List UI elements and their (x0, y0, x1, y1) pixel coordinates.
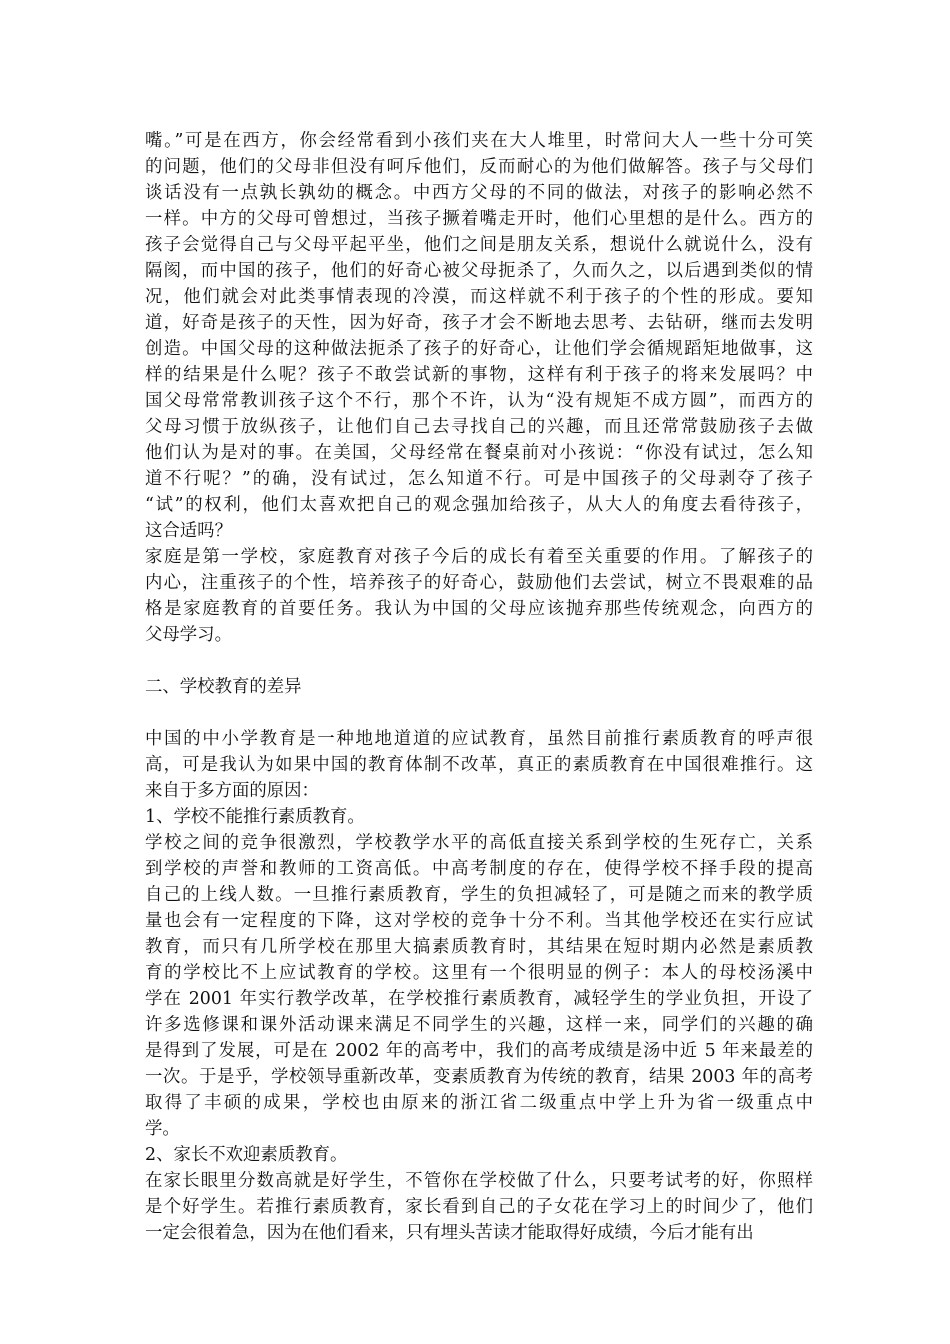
text-line: 在家长眼里分数高就是好学生，不管你在学校做了什么，只要考试考的好，你照样 (145, 1171, 813, 1191)
text-line: 样的结果是什么呢？孩子不敢尝试新的事物，这样有利于孩子的将来发展吗？中 (145, 365, 813, 385)
text-line: 道，好奇是孩子的天性，因为好奇，孩子才会不断地去思考、去钻研，继而去发明 (145, 313, 813, 333)
text-line: 父母习惯于放纵孩子，让他们自己去寻找自己的兴趣，而且还常常鼓励孩子去做 (145, 417, 813, 437)
text-line: 父母学习。 (145, 625, 232, 645)
text-line: 高，可是我认为如果中国的教育体制不改革，真正的素质教育在中国很难推行。这 (145, 755, 813, 775)
text-line: 一次。于是乎，学校领导重新改革，变素质教育为传统的教育，结果 2003 年的高考 (145, 1067, 813, 1087)
text-line: 教育，而只有几所学校在那里大搞素质教育时，其结果在短时期内必然是素质教 (145, 937, 813, 957)
paragraph (145, 544, 813, 648)
text-line: 到学校的声誉和教师的工资高低。中高考制度的存在，使得学校不择手段的提高 (145, 859, 813, 879)
text-line: 一样。中方的父母可曾想过，当孩子撅着嘴走开时，他们心里想的是什么。西方的 (145, 209, 813, 229)
blank-line (145, 700, 813, 726)
text-line: 的问题，他们的父母非但没有呵斥他们，反而耐心的为他们做解答。孩子与父母们 (145, 157, 813, 177)
paragraph (145, 1168, 813, 1246)
text-line: 是个好学生。若推行素质教育，家长看到自己的子女花在学习上的时间少了，他们 (145, 1197, 813, 1217)
section-heading (145, 674, 813, 700)
text-line: 许多选修课和课外活动课来满足不同学生的兴趣，这样一来，同学们的兴趣的确 (145, 1015, 813, 1035)
text-line: 隔阂，而中国的孩子，他们的好奇心被父母扼杀了，久而久之，以后遇到类似的情 (145, 261, 813, 281)
text-line: 2、家长不欢迎素质教育。 (145, 1145, 348, 1165)
document-page (145, 128, 813, 1246)
text-line: 学。 (145, 1119, 180, 1139)
text-line: 自己的上线人数。一旦推行素质教育，学生的负担减轻了，可是随之而来的教学质 (145, 885, 813, 905)
text-line: 国父母常常教训孩子这个不行，那个不许，认为“没有规矩不成方圆”，而西方的 (145, 391, 813, 411)
text-line: 来自于多方面的原因： (145, 781, 319, 801)
paragraph (145, 726, 813, 804)
text-line: 道不行呢？”的确，没有试过，怎么知道不行。可是中国孩子的父母剥夺了孩子 (145, 469, 813, 489)
text-line: “试”的权利，他们太喜欢把自己的观念强加给孩子，从大人的角度去看待孩子， (145, 495, 813, 515)
text-line: 中国的中小学教育是一种地地道道的应试教育，虽然目前推行素质教育的呼声很 (145, 729, 813, 749)
text-line: 创造。中国父母的这种做法扼杀了孩子的好奇心，让他们学会循规蹈矩地做事，这 (145, 339, 813, 359)
blank-line (145, 648, 813, 674)
text-line: 二、学校教育的差异 (145, 677, 302, 697)
text-line: 学在 2001 年实行教学改革，在学校推行素质教育，减轻学生的学业负担，开设了 (145, 989, 813, 1009)
text-line: 内心，注重孩子的个性，培养孩子的好奇心，鼓励他们去尝试，树立不畏艰难的品 (145, 573, 813, 593)
text-line: 学校之间的竞争很激烈，学校教学水平的高低直接关系到学校的生死存亡，关系 (145, 833, 813, 853)
text-line: 嘴。”可是在西方，你会经常看到小孩们夹在大人堆里，时常问大人一些十分可笑 (145, 131, 813, 151)
text-line: 孩子会觉得自己与父母平起平坐，他们之间是朋友关系，想说什么就说什么，没有 (145, 235, 813, 255)
text-line: 一定会很着急，因为在他们看来，只有埋头苦读才能取得好成绩，今后才能有出 (145, 1223, 754, 1243)
text-line: 是得到了发展，可是在 2002 年的高考中，我们的高考成绩是汤中近 5 年来最差的 (145, 1041, 813, 1061)
text-line: 家庭是第一学校，家庭教育对孩子今后的成长有着至关重要的作用。了解孩子的 (145, 547, 813, 567)
text-line: 育的学校比不上应试教育的学校。这里有一个很明显的例子：本人的母校汤溪中 (145, 963, 813, 983)
text-line: 这合适吗？ (145, 521, 232, 541)
paragraph (145, 1142, 813, 1168)
text-line: 取得了丰硕的成果，学校也由原来的浙江省二级重点中学上升为省一级重点中 (145, 1093, 813, 1113)
text-line: 谈话没有一点孰长孰幼的概念。中西方父母的不同的做法，对孩子的影响必然不 (145, 183, 813, 203)
text-line: 他们认为是对的事。在美国，父母经常在餐桌前对小孩说：“你没有试过，怎么知 (145, 443, 813, 463)
paragraph (145, 830, 813, 1142)
paragraph (145, 804, 813, 830)
text-line: 况，他们就会对此类事情表现的冷漠，而这样就不利于孩子的个性的形成。要知 (145, 287, 813, 307)
text-line: 格是家庭教育的首要任务。我认为中国的父母应该抛弃那些传统观念，向西方的 (145, 599, 813, 619)
paragraph (145, 128, 813, 544)
text-line: 1、学校不能推行素质教育。 (145, 807, 365, 827)
text-line: 量也会有一定程度的下降，这对学校的竞争十分不利。当其他学校还在实行应试 (145, 911, 813, 931)
